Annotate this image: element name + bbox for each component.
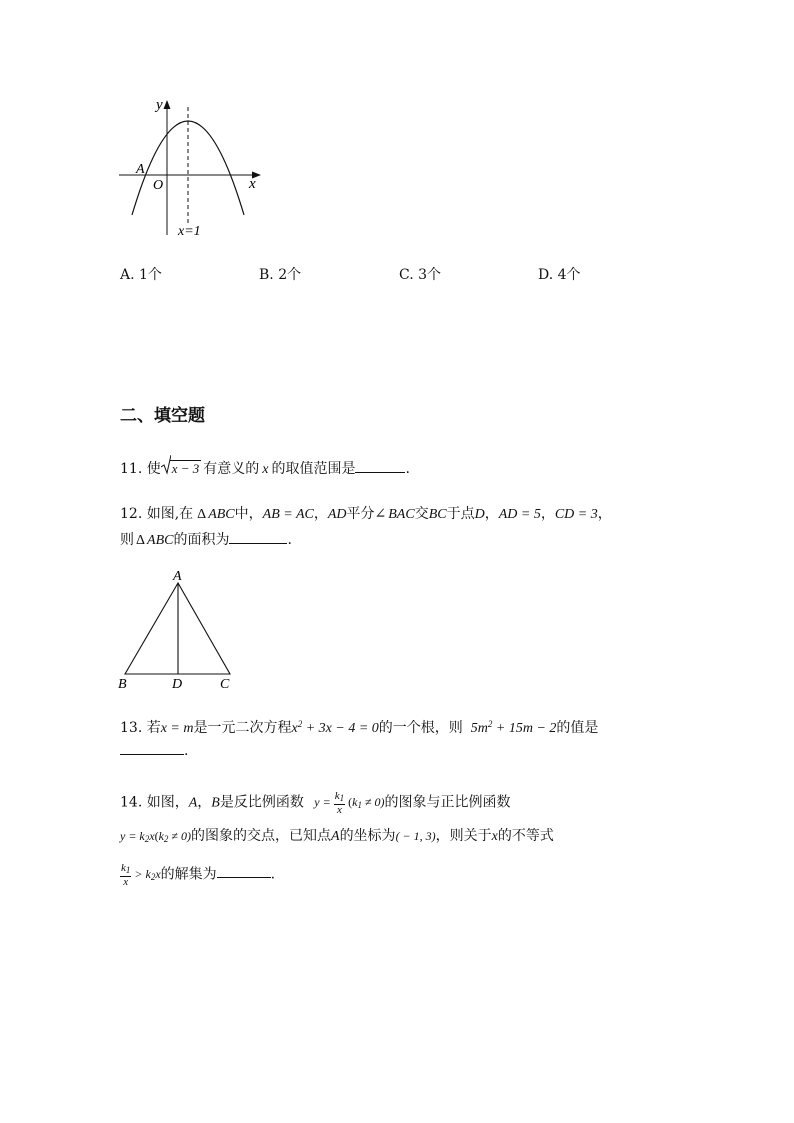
vertex-a-label: A <box>173 569 182 584</box>
parabola-figure <box>115 95 270 240</box>
section-title: 二、填空题 <box>120 406 205 426</box>
q11-number: 11. <box>120 461 143 477</box>
question-12-line-2: 则 Δ ABC的面积为 . <box>120 529 292 550</box>
q12-number: 12. <box>120 506 143 522</box>
point-a-label: A <box>136 162 145 177</box>
choice-a[interactable]: A. 1个 <box>120 267 162 283</box>
point-d-label: D <box>172 677 183 691</box>
target-expression: $5m^2 + 15m - 2$ <box>470 719 557 736</box>
triangle-figure <box>112 566 247 691</box>
axis-note: x=1 <box>178 224 201 239</box>
answer-blank-11[interactable] <box>355 458 405 473</box>
q14-number: 14. <box>120 794 143 811</box>
answer-blank-12[interactable] <box>229 529 287 544</box>
question-14-line-3: $\frac{k_1}{x}$ > $k_2x$的解集为 . <box>121 862 276 888</box>
q13-number: 13. <box>120 720 143 736</box>
question-13-line-2: . <box>120 740 188 760</box>
origin-label: O <box>153 178 164 193</box>
question-12-line-1: 12. 如图,在 Δ ABC中，AB = AC，AD平分∠ BAC交BC于点D，AD = 5，CD = 3， <box>120 506 612 522</box>
sqrt-expression: x − 3 <box>161 460 202 478</box>
question-14-line-1: 14. 如图，A，B是反比例函数 y = $\frac{k_1}{x}$ $(k_1 \ne 0)$的图象与正比例函数 <box>120 790 511 816</box>
answer-blank-14[interactable] <box>217 863 271 878</box>
vertex-b-label: B <box>118 677 127 691</box>
answer-blank-13[interactable] <box>120 740 184 755</box>
question-13-line-1: 13. 若x = m是一元二次方程$x^2 + 3x - 4 = 0$的一个根，则 $5m^2 + 15m - 2$的值是 <box>120 719 599 736</box>
choice-b[interactable]: B. 2个 <box>259 267 302 283</box>
vertex-c-label: C <box>220 677 230 691</box>
choice-d[interactable]: D. 4个 <box>538 267 581 283</box>
radical-sign <box>161 455 171 475</box>
y-label: y <box>156 97 163 113</box>
x-label: x <box>249 176 256 192</box>
inverse-function: y = $\frac{k_1}{x}$ $(k_1 \ne 0)$ <box>314 790 385 816</box>
question-11: 11. 使 x − 3 有意义的 x 的取值范围是 . <box>120 458 410 479</box>
y-axis-arrow <box>164 100 171 109</box>
choice-c[interactable]: C. 3个 <box>399 267 442 283</box>
quadratic-equation: $x^2 + 3x - 4 = 0$ <box>291 719 379 736</box>
direct-function: $y = k_2x(k_2 \ne 0)$ <box>120 829 191 844</box>
inverse-fraction: $\frac{k_1}{x}$ <box>334 790 345 816</box>
question-14-line-2: $y = k_2x(k_2 \ne 0)$的图象的交点，已知点A的坐标为( − 1, 3)，则关于x的不等式 <box>120 828 554 844</box>
inequality: $\frac{k_1}{x}$ > $k_2x$ <box>121 862 161 888</box>
inequality-fraction: $\frac{k_1}{x}$ <box>121 862 131 888</box>
